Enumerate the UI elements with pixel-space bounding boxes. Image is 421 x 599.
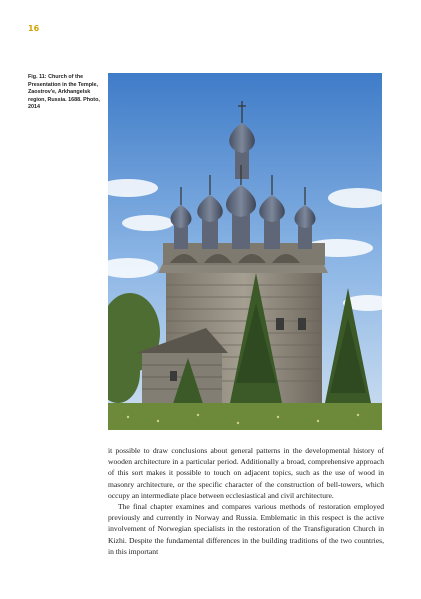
page-number: 16: [28, 24, 40, 33]
church-illustration: [108, 73, 382, 430]
figure-caption: Fig. 11: Church of the Presentation in the Temple, Zaostrov'e, Arkhangelsk region, Russia. 1688. Photo, 2014: [28, 74, 100, 111]
body-text: [108, 445, 384, 557]
body-paragraph: it possible to draw conclusions about general patterns in the developmental history of wooden architecture in a particular period. Additionally a broad, comprehensive approach of this sort makes it possible to touch on adjacent topics, such as the use of wood in masonry architecture, or the specific character of the construction of bell-towers, which occupy an intermediate place between ecclesiastical and civil architecture.: [108, 446, 384, 500]
body-paragraph: The final chapter examines and compares various methods of restoration employed previously and currently in Norway and Russia. Emblematic in this respect is the active involvement of Norwegian specialists in the restoration of the Transfiguration Church in Kizhi. Despite the fundamental differences in the building traditions of the two countries, in this important: [108, 502, 384, 556]
church-photo: [108, 73, 382, 430]
